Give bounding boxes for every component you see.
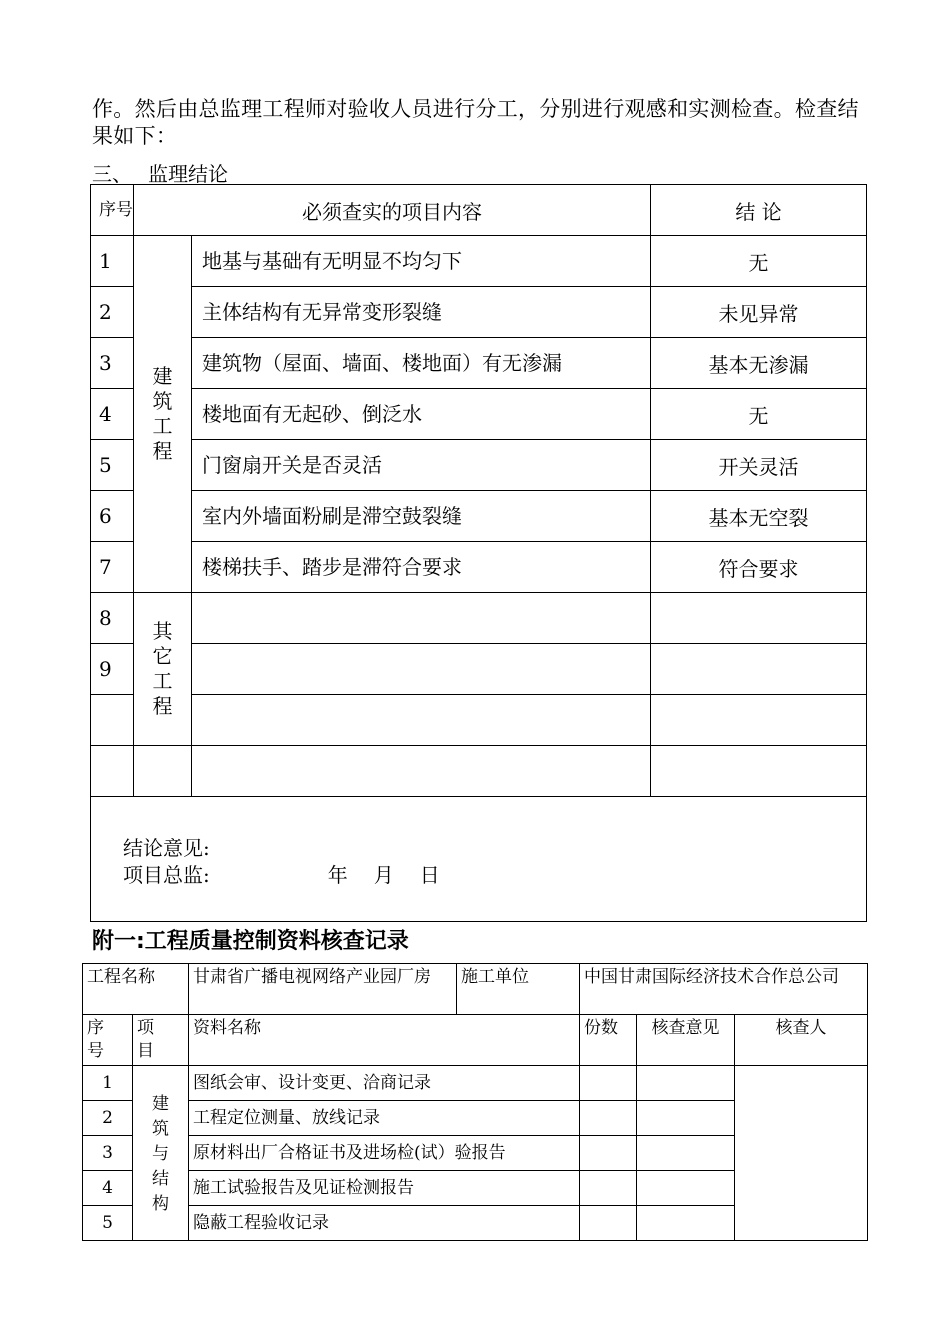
category-building-label: 建筑工程 [152, 364, 173, 463]
row-checker [735, 1066, 868, 1241]
project-name-value: 甘肃省广播电视网络产业园厂房 [189, 964, 457, 1015]
signature-line [123, 862, 866, 889]
row-number: 9 [91, 644, 134, 695]
row-number: 5 [83, 1206, 133, 1241]
row-item: 楼地面有无起砂、倒泛水 [192, 389, 651, 440]
row-result: 符合要求 [651, 542, 867, 593]
intro-paragraph: 作。然后由总监理工程师对验收人员进行分工，分别进行观感和实测检查。检查结果如下： [92, 97, 859, 148]
row-number: 2 [91, 287, 134, 338]
row-result: 基本无渗漏 [651, 338, 867, 389]
row-item [192, 644, 651, 695]
supervisor-label: 项目总监: [123, 863, 210, 887]
row-item: 门窗扇开关是否灵活 [192, 440, 651, 491]
row-name: 工程定位测量、放线记录 [189, 1101, 580, 1136]
table-row [91, 593, 867, 644]
row-number [91, 746, 134, 797]
row-item: 主体结构有无异常变形裂缝 [192, 287, 651, 338]
header-seq-label: 序号 [87, 1018, 104, 1061]
supervision-conclusion-table [90, 184, 867, 922]
quality-control-records-table [82, 963, 868, 1241]
contractor-label: 施工单位 [457, 964, 580, 1015]
date-fields [328, 862, 466, 889]
header-name: 资料名称 [189, 1015, 580, 1066]
conclusion-label: 结论意见: [123, 836, 210, 860]
table-row [83, 1066, 868, 1101]
row-result [651, 593, 867, 644]
conclusion-row [91, 797, 867, 922]
project-name-label: 工程名称 [83, 964, 189, 1015]
row-number: 3 [83, 1136, 133, 1171]
table-row [91, 287, 867, 338]
header-checker: 核查人 [735, 1015, 868, 1066]
appendix-title: 附一:工程质量控制资料核查记录 [92, 929, 409, 954]
row-name: 图纸会审、设计变更、洽商记录 [189, 1066, 580, 1101]
row-result: 无 [651, 389, 867, 440]
row-number: 7 [91, 542, 134, 593]
table-row [91, 491, 867, 542]
row-item: 室内外墙面粉刷是滞空鼓裂缝 [192, 491, 651, 542]
row-number: 6 [91, 491, 134, 542]
category-other-label: 其它工程 [152, 619, 173, 718]
table-row [91, 236, 867, 287]
row-number: 5 [91, 440, 134, 491]
contractor-value: 中国甘肃国际经济技术合作总公司 [580, 964, 868, 1015]
row-category-empty [134, 746, 192, 797]
row-number: 2 [83, 1101, 133, 1136]
row-number: 1 [91, 236, 134, 287]
row-copies [580, 1136, 637, 1171]
row-result [651, 695, 867, 746]
header-copies: 份数 [580, 1015, 637, 1066]
section-title: 监理结论 [148, 162, 228, 186]
table-row [91, 338, 867, 389]
section-number: 三、 [92, 162, 132, 186]
row-item: 地基与基础有无明显不均匀下 [192, 236, 651, 287]
header-result: 结 论 [651, 185, 867, 236]
date-day: 日 [419, 863, 440, 887]
row-number: 3 [91, 338, 134, 389]
table-row [91, 440, 867, 491]
table-row [91, 746, 867, 797]
row-result: 无 [651, 236, 867, 287]
header-seq: 序号 [91, 185, 134, 236]
row-copies [580, 1171, 637, 1206]
row-result: 基本无空裂 [651, 491, 867, 542]
category-other [134, 593, 192, 746]
category-building [134, 236, 192, 593]
row-item [192, 695, 651, 746]
row-opinion [637, 1136, 735, 1171]
row-number: 1 [83, 1066, 133, 1101]
table-row [91, 542, 867, 593]
row-opinion [637, 1171, 735, 1206]
table-row [91, 389, 867, 440]
header-item-label: 项目 [137, 1018, 154, 1061]
row-opinion [637, 1206, 735, 1241]
row-number: 4 [83, 1171, 133, 1206]
row-number [91, 695, 134, 746]
header-opinion: 核查意见 [637, 1015, 735, 1066]
row-name: 隐蔽工程验收记录 [189, 1206, 580, 1241]
row-copies [580, 1101, 637, 1136]
row-opinion [637, 1101, 735, 1136]
row-item [192, 593, 651, 644]
table-row [91, 644, 867, 695]
table-row [91, 695, 867, 746]
row-number: 8 [91, 593, 134, 644]
row-result: 未见异常 [651, 287, 867, 338]
row-result: 开关灵活 [651, 440, 867, 491]
category-structure-label: 建筑与结构 [152, 1093, 169, 1214]
row-item: 建筑物（屋面、墙面、楼地面）有无渗漏 [192, 338, 651, 389]
row-name: 施工试验报告及见证检测报告 [189, 1171, 580, 1206]
table-header-row [83, 1015, 868, 1066]
date-month: 月 [373, 863, 394, 887]
table-header-row [91, 185, 867, 236]
header-content: 必须查实的项目内容 [134, 185, 651, 236]
date-year: 年 [327, 863, 348, 887]
row-copies [580, 1206, 637, 1241]
section-heading [92, 158, 228, 187]
row-item: 楼梯扶手、踏步是滞符合要求 [192, 542, 651, 593]
header-seq [83, 1015, 133, 1066]
row-result [651, 644, 867, 695]
row-item [192, 746, 651, 797]
row-copies [580, 1066, 637, 1101]
row-name: 原材料出厂合格证书及进场检(试）验报告 [189, 1136, 580, 1171]
conclusion-cell [91, 797, 867, 922]
project-info-row [83, 964, 868, 1015]
category-structure [133, 1066, 189, 1241]
row-opinion [637, 1066, 735, 1101]
row-result [651, 746, 867, 797]
header-item [133, 1015, 189, 1066]
row-number: 4 [91, 389, 134, 440]
